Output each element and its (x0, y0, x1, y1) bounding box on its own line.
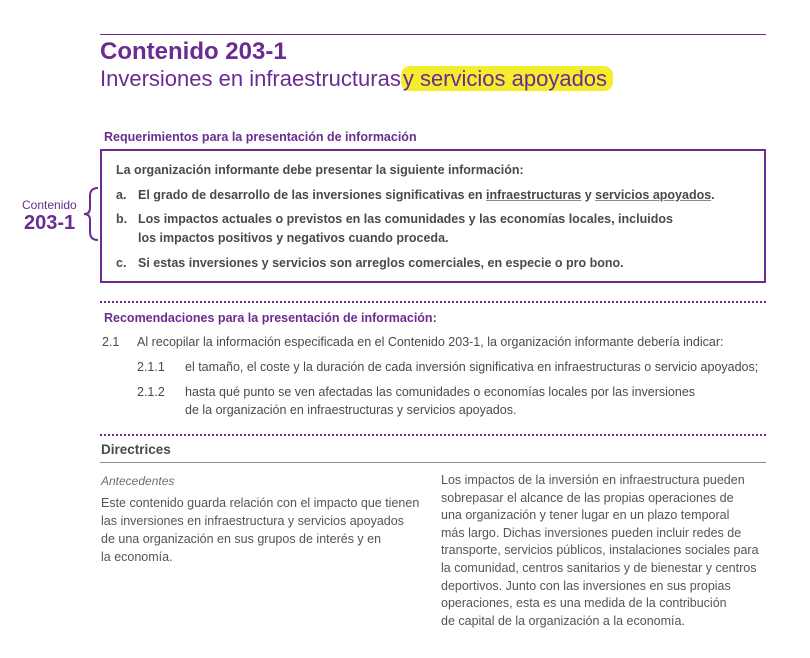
requirements-heading: Requerimientos para la presentación de información (104, 130, 417, 144)
paragraph-line: sobrepasar el alcance de las propias operaciones de (441, 490, 734, 505)
paragraph-line: deportivos. Junto con las inversiones en sus propias (441, 578, 731, 593)
recommendation-2-1-1: el tamaño, el coste y la duración de cada inversión significativa en infraestructuras o servicio apoyados; (185, 360, 759, 374)
paragraph-line: Este contenido guarda relación con el impacto que tienen (101, 496, 420, 510)
requirement-a-letter: a. (116, 188, 127, 202)
subtitle-highlight: y servicios apoyados (401, 66, 613, 91)
subtitle-text: Inversiones en infraestructuras (100, 66, 401, 91)
recommendation-2-1-2-line2: de la organización en infraestructuras y servicios apoyados. (185, 403, 517, 417)
paragraph-line: la economía. (101, 550, 173, 564)
background-right-column (441, 473, 759, 631)
recommendation-intro: Al recopilar la información especificada en el Contenido 203-1, la organización informante debería indicar: (137, 335, 724, 349)
paragraph-line: las inversiones en infraestructura y servicios apoyados (101, 514, 404, 528)
top-rule (100, 34, 766, 35)
separator-dotted (100, 301, 766, 303)
paragraph-line: operaciones, esta es una medida de la contribución (441, 596, 727, 611)
guidelines-heading: Directrices (101, 442, 171, 457)
requirement-c: Si estas inversiones y servicios son arreglos comerciales, en especie o pro bono. (138, 256, 624, 270)
requirement-b-line2: los impactos positivos y negativos cuando proceda. (138, 231, 449, 245)
requirement-c-letter: c. (116, 256, 127, 270)
paragraph-line: una organización y tener lugar en un plazo temporal (441, 508, 730, 523)
guidelines-rule (100, 462, 766, 463)
separator-dotted (100, 434, 766, 436)
paragraph-line: la comunidad, centros sanitarios y de bienestar y centros (441, 560, 757, 575)
recommendation-2-1-1-number: 2.1.1 (137, 360, 165, 374)
side-label-small: Contenido (22, 198, 77, 212)
side-label-big: 203-1 (24, 212, 76, 234)
page-subtitle (100, 66, 613, 92)
requirement-b-line1: Los impactos actuales o previstos en las comunidades y las economías locales, incluidos (138, 212, 673, 226)
recommendation-number: 2.1 (102, 335, 120, 349)
requirement-a: El grado de desarrollo de las inversiones significativas en infraestructuras y servicios apoyados. (138, 188, 715, 202)
curly-brace-icon (82, 186, 100, 242)
requirements-intro: La organización informante debe presentar la siguiente información: (116, 163, 524, 177)
link-servicios-apoyados: servicios apoyados (595, 188, 712, 202)
paragraph-line: de una organización en sus grupos de interés y en (101, 532, 382, 546)
paragraph-line: Los impactos de la inversión en infraestructura pueden (441, 473, 745, 487)
background-left-column (101, 496, 419, 568)
paragraph-line: más largo. Dichas inversiones pueden incluir redes de (441, 525, 742, 540)
background-subheading: Antecedentes (101, 474, 175, 488)
recommendations-heading: Recomendaciones para la presentación de información: (104, 311, 437, 325)
link-infraestructuras: infraestructuras (486, 188, 582, 202)
recommendation-2-1-2-number: 2.1.2 (137, 385, 165, 399)
paragraph-line: transporte, servicios públicos, instalaciones sociales para (441, 543, 759, 558)
page-title: Contenido 203-1 (100, 38, 287, 65)
recommendation-2-1-2-line1: hasta qué punto se ven afectadas las comunidades o economías locales por las inversiones (185, 385, 696, 399)
requirement-b-letter: b. (116, 212, 128, 226)
paragraph-line: de capital de la organización a la economía. (441, 613, 685, 628)
